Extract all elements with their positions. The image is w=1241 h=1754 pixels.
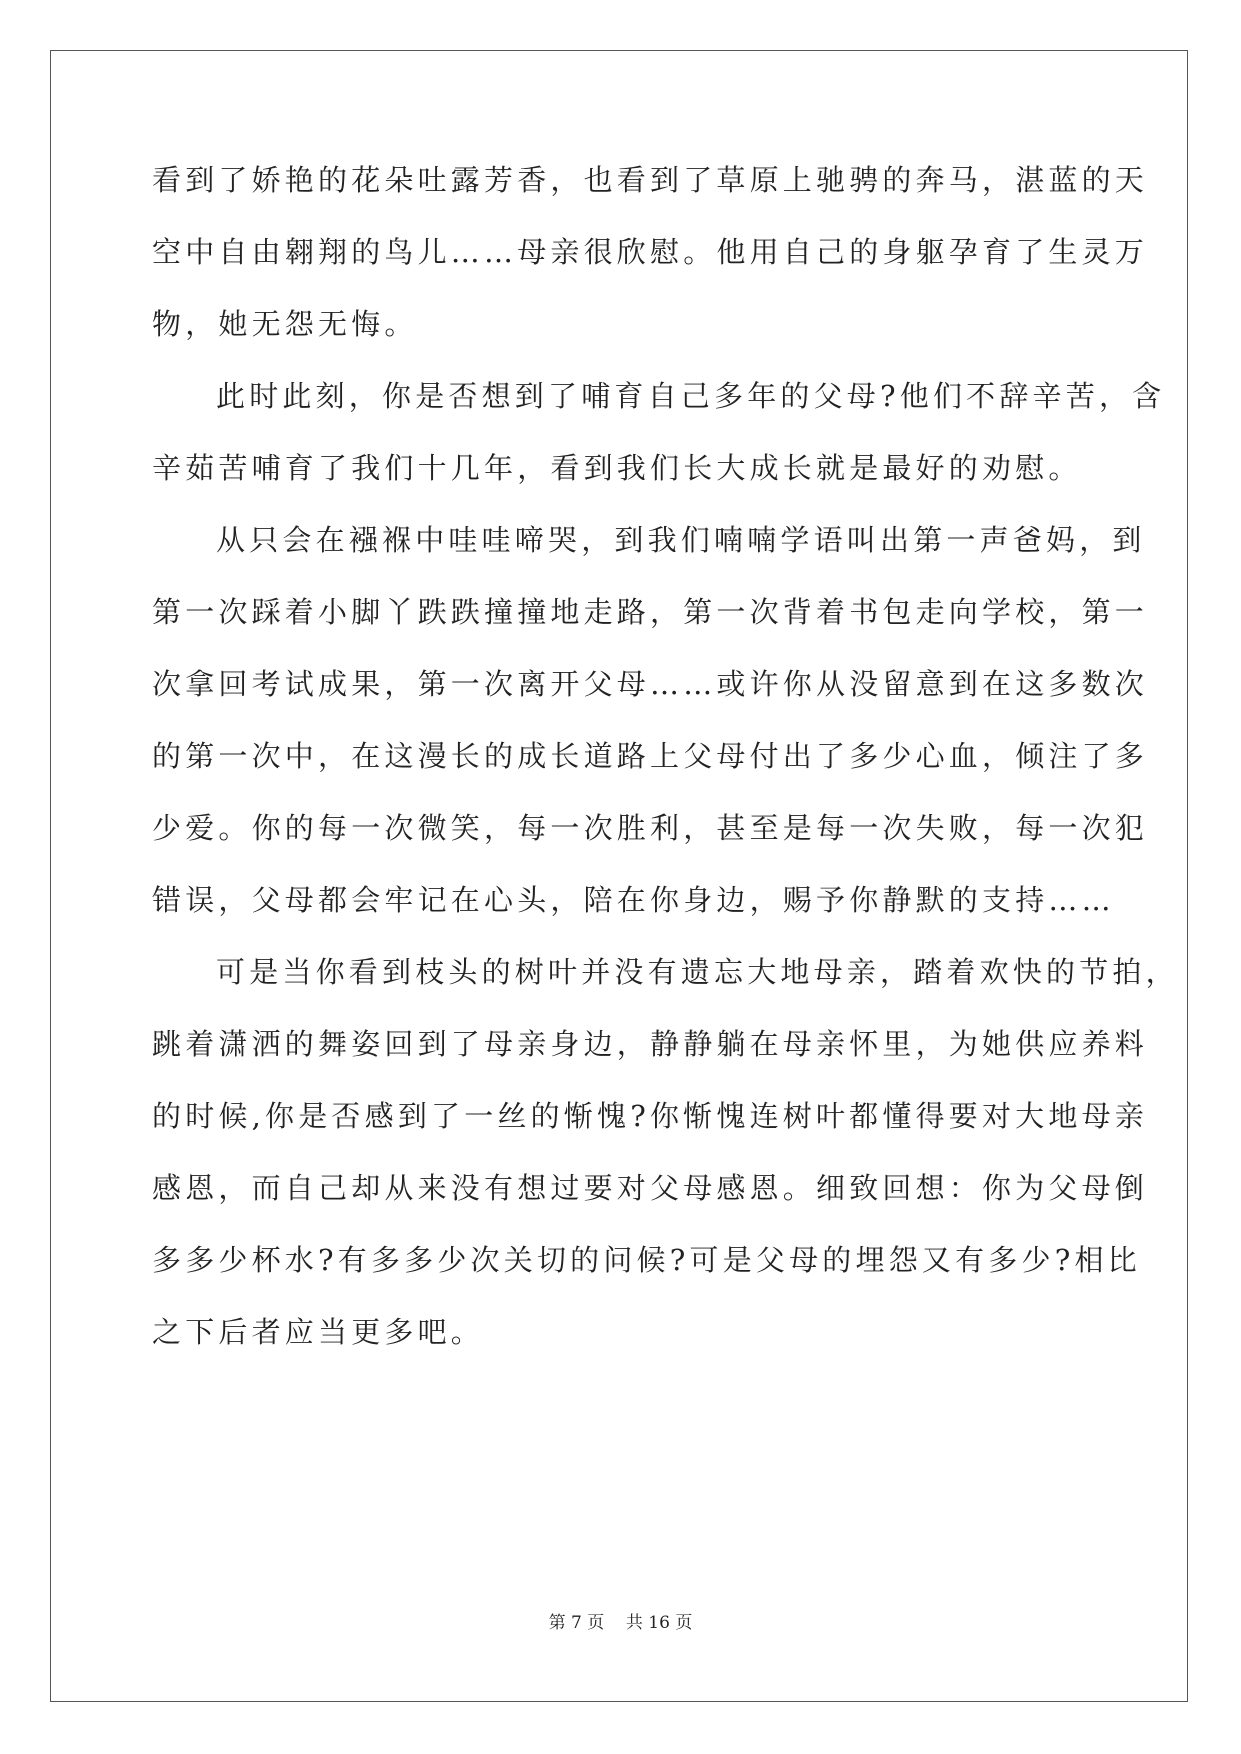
text-line: 看到了娇艳的花朵吐露芳香，也看到了草原上驰骋的奔马，湛蓝的天 (152, 163, 1149, 197)
text-line: 第一次踩着小脚丫跌跌撞撞地走路，第一次背着书包走向学校，第一 (152, 595, 1149, 629)
text-line: 此时此刻，你是否想到了哺育自己多年的父母?他们不辞辛苦，含 (216, 379, 1166, 413)
text-line: 物，她无怨无悔。 (152, 307, 418, 341)
page-number-footer: 第 7 页 共 16 页 (548, 1613, 693, 1633)
text-line: 辛茹苦哺育了我们十几年，看到我们长大成长就是最好的劝慰。 (152, 451, 1082, 485)
text-line: 错误，父母都会牢记在心头，陪在你身边，赐予你静默的支持…… (152, 883, 1115, 917)
text-line: 感恩，而自己却从来没有想过要对父母感恩。细致回想：你为父母倒 (152, 1171, 1149, 1205)
text-line: 多多少杯水?有多多少次关切的问候?可是父母的埋怨又有多少?相比 (152, 1243, 1141, 1277)
page-border (50, 50, 1188, 1702)
text-line: 跳着潇洒的舞姿回到了母亲身边，静静躺在母亲怀里，为她供应养料 (152, 1027, 1149, 1061)
text-line: 的时候,你是否感到了一丝的惭愧?你惭愧连树叶都懂得要对大地母亲 (152, 1099, 1148, 1133)
text-line: 空中自由翱翔的鸟儿……母亲很欣慰。他用自己的身躯孕育了生灵万 (152, 235, 1149, 269)
text-line: 次拿回考试成果，第一次离开父母……或许你从没留意到在这多数次 (152, 667, 1149, 701)
text-line: 之下后者应当更多吧。 (152, 1315, 485, 1349)
text-line: 可是当你看到枝头的树叶并没有遗忘大地母亲，踏着欢快的节拍， (216, 955, 1179, 989)
text-line: 的第一次中，在这漫长的成长道路上父母付出了多少心血，倾注了多 (152, 739, 1149, 773)
text-line: 少爱。你的每一次微笑，每一次胜利，甚至是每一次失败，每一次犯 (152, 811, 1149, 845)
text-line: 从只会在襁褓中哇哇啼哭，到我们喃喃学语叫出第一声爸妈，到 (216, 523, 1146, 557)
